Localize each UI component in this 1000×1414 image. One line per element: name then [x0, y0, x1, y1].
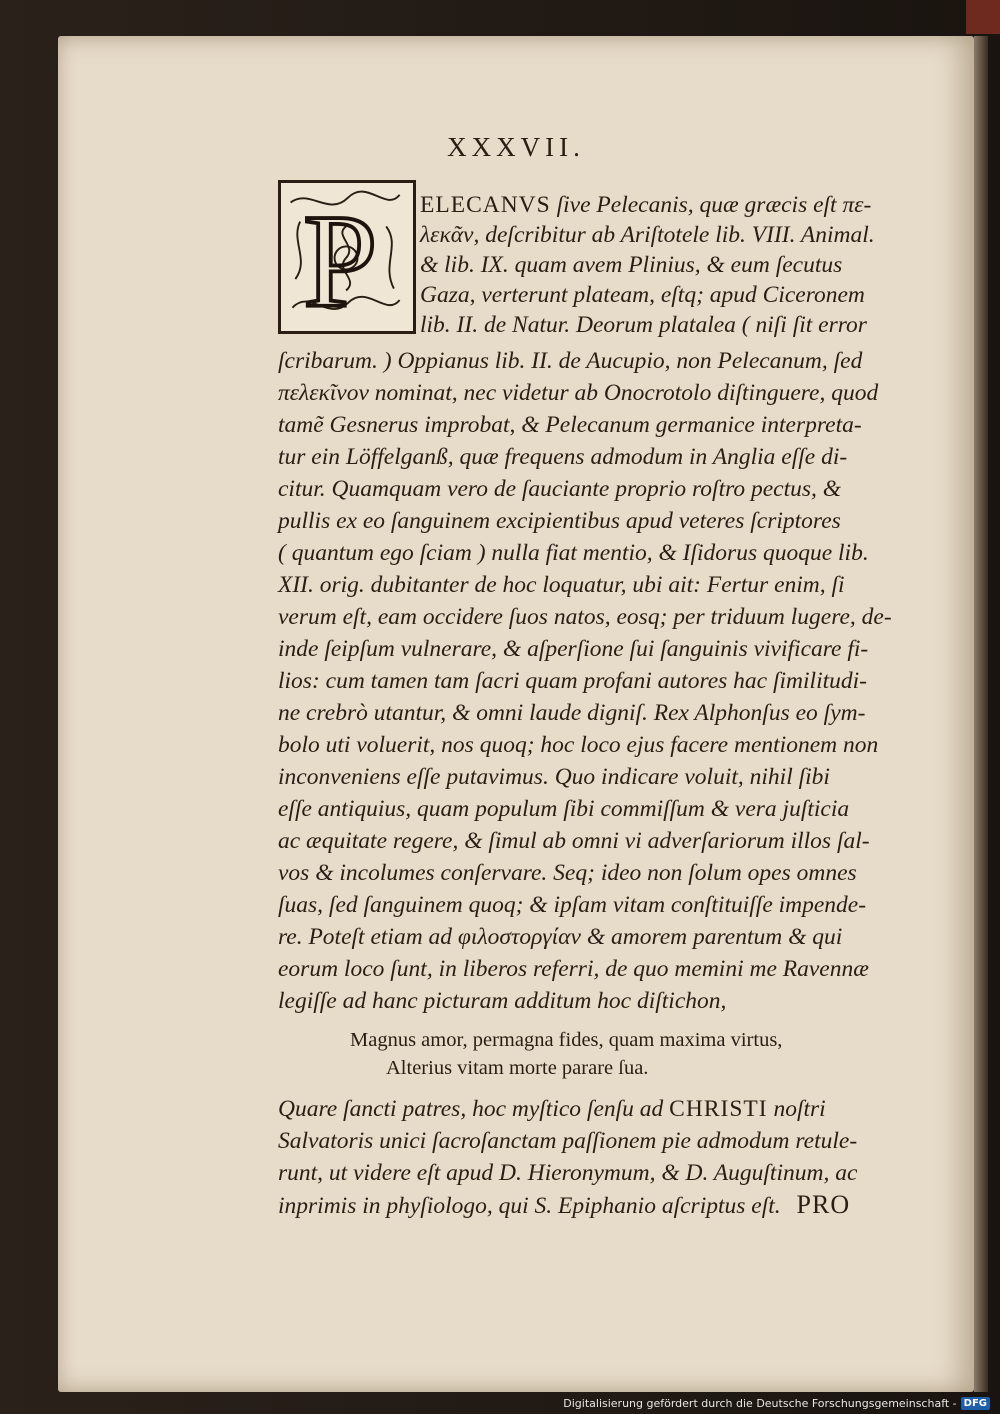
- closing-line-1-after: noſtri: [767, 1096, 826, 1122]
- book-cover-corner: [966, 0, 1000, 34]
- text-line-8: tamẽ Gesnerus improbat, & Pelecanum germanice interpreta-: [278, 412, 862, 438]
- closing-line-3: runt, ut videre eſt apud D. Hieronymum, & D. Auguſtinum, ac: [278, 1160, 858, 1186]
- text-line-4: Gaza, verterunt plateam, eſtq; apud Ciceronem: [420, 282, 865, 308]
- text-line-9: tur ein Löffelganß, quæ frequens admodum in Anglia eſſe di-: [278, 444, 848, 470]
- decorated-initial-p: [278, 180, 416, 334]
- text-line-6: ſcribarum. ) Oppianus lib. II. de Aucupio, non Pelecanum, ſed: [278, 348, 863, 374]
- text-line-20: eſſe antiquius, quam populum ſibi commiſſum & vera juſticia: [278, 796, 850, 822]
- text-line-21: ac æquitate regere, & ſimul ab omni vi adverſariorum illos ſal-: [278, 828, 870, 854]
- text-line-12: ( quantum ego ſciam ) nulla fiat mentio, & Iſidorus quoque lib.: [278, 540, 869, 566]
- text-line-10: citur. Quamquam vero de ſauciante proprio roſtro pectus, &: [278, 476, 842, 502]
- closing-line-4-text: inprimis in phyſiologo, qui S. Epiphanio aſcriptus eſt.: [278, 1193, 781, 1219]
- digitization-credit-text: Digitalisierung gefördert durch die Deutsche Forschungsgemeinschaft -: [563, 1397, 957, 1410]
- text-line-3: & lib. IX. quam avem Plinius, & eum ſecutus: [420, 252, 843, 278]
- verse-line-1: Magnus amor, permagna fides, quam maxima virtus,: [350, 1029, 783, 1051]
- text-line-24: re. Poteſt etiam ad φιλοστοργίαν & amorem parentum & qui: [278, 924, 843, 950]
- text-line-18: bolo uti voluerit, nos quoq; hoc loco ejus facere mentionem non: [278, 732, 879, 758]
- closing-line-2: Salvatoris unici ſacroſanctam paſſionem pie admodum retule-: [278, 1128, 858, 1154]
- text-line-1: [420, 190, 871, 220]
- text-line-13: XII. orig. dubitanter de hoc loquatur, ubi ait: Fertur enim, ſi: [278, 572, 845, 598]
- closing-line-1-caps: CHRISTI: [669, 1096, 768, 1122]
- verse-line-2: Alterius vitam morte parare ſua.: [386, 1057, 649, 1079]
- text-line-19: inconveniens eſſe putavimus. Quo indicare voluit, nihil ſibi: [278, 764, 830, 790]
- text-line-14: verum eſt, eam occidere ſuos natos, eosq; per triduum lugere, de-: [278, 604, 892, 630]
- ornament-icon: [281, 183, 413, 331]
- dfg-logo: DFG: [961, 1397, 990, 1410]
- text-line-7: πελεκῖνον nominat, nec videtur ab Onocrotolo diſtinguere, quod: [278, 380, 879, 406]
- book-page: [58, 36, 974, 1392]
- page-number: XXXVII.: [447, 132, 585, 162]
- text-line-23: ſuas, ſed ſanguinem quoq; & ipſam vitam conſtituiſſe impende-: [278, 892, 867, 918]
- text-line-5: lib. II. de Natur. Deorum platalea ( niſi ſit error: [420, 312, 867, 338]
- text-line-1-caps: ELECANVS: [420, 192, 551, 218]
- text-line-15: inde ſeipſum vulnerare, & aſperſione ſui ſanguinis vivificare fi-: [278, 636, 869, 662]
- text-line-17: ne crebrò utantur, & omni laude digniſ. Rex Alphonſus eo ſym-: [278, 700, 866, 726]
- text-line-11: pullis ex eo ſanguinem excipientibus apud veteres ſcriptores: [278, 508, 841, 534]
- text-line-22: vos & incolumes conſervare. Seq; ideo non ſolum opes omnes: [278, 860, 857, 886]
- digitization-credit: [563, 1397, 990, 1410]
- text-line-16: lios: cum tamen tam ſacri quam profani autores hac ſimilitudi-: [278, 668, 867, 694]
- closing-line-1: [278, 1094, 826, 1124]
- closing-line-1-text: Quare ſancti patres, hoc myſtico ſenſu ad: [278, 1096, 670, 1122]
- text-line-1-body: ſive Pelecanis, quæ græcis eſt πε-: [550, 192, 872, 218]
- text-line-2: λεκᾶν, deſcribitur ab Ariſtotele lib. VIII. Animal.: [420, 222, 875, 248]
- text-line-26: legiſſe ad hanc picturam additum hoc diſtichon,: [278, 988, 727, 1014]
- closing-line-4: [278, 1190, 850, 1221]
- catchword: PRO: [796, 1190, 851, 1219]
- page-fore-edge: [974, 36, 988, 1392]
- initial-letter: P: [303, 186, 378, 331]
- text-line-25: eorum loco ſunt, in liberos referri, de quo memini me Ravennæ: [278, 956, 869, 982]
